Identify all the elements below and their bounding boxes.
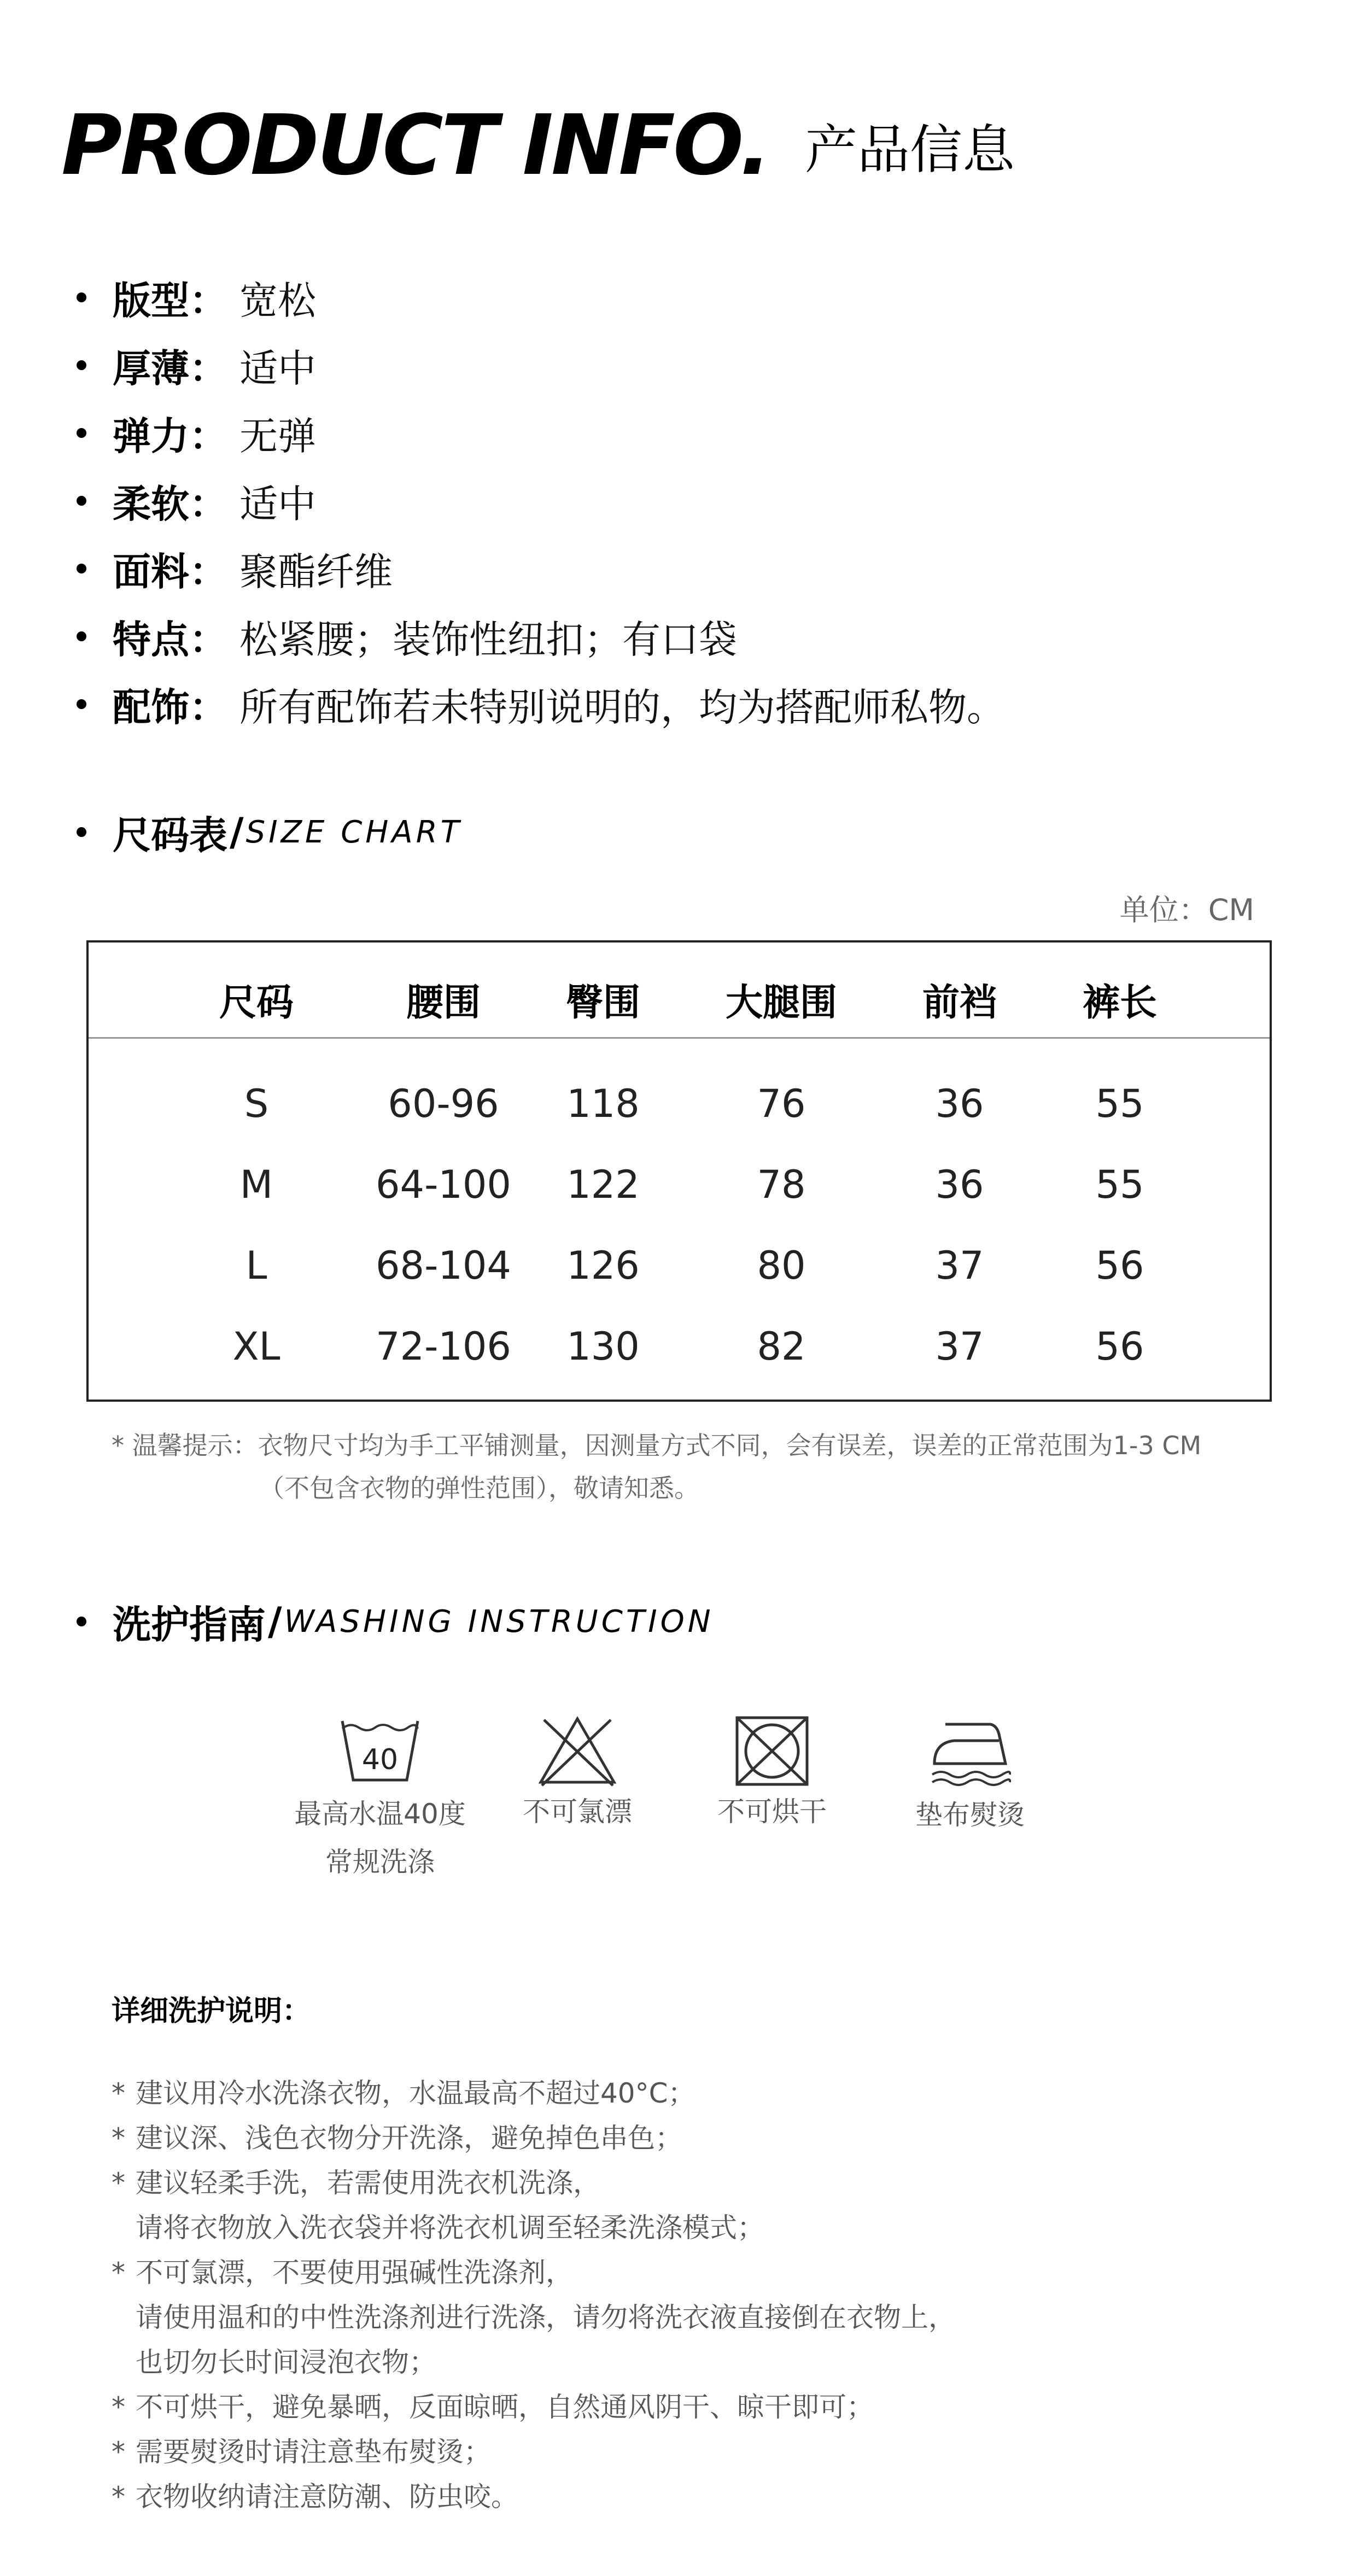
table-cell: 55	[1095, 1081, 1144, 1126]
bullet-icon	[77, 631, 86, 641]
bullet-icon	[77, 496, 86, 506]
table-cell: 56	[1095, 1243, 1144, 1288]
wash-instruction-40	[282, 1717, 478, 1886]
table-cell: 118	[566, 1081, 640, 1126]
table-cell: S	[244, 1081, 269, 1126]
table-cell: 36	[935, 1162, 984, 1207]
column-header-hip: 臀围	[565, 981, 641, 1024]
wash-label: 不可烘干	[717, 1796, 827, 1828]
table-cell: 55	[1095, 1162, 1144, 1207]
column-header-thigh: 大腿围	[725, 981, 838, 1024]
attribute-fit	[77, 270, 316, 325]
attribute-key: 配饰	[113, 684, 189, 730]
no-tumble-dry-icon	[734, 1714, 810, 1788]
care-line-bullet: *	[112, 2257, 125, 2288]
table-cell: 60-96	[388, 1081, 499, 1126]
iron-with-cloth-icon	[929, 1718, 1011, 1788]
care-line	[112, 2474, 518, 2519]
wash-instruction-iron	[872, 1718, 1068, 1839]
attribute-value: 适中	[239, 346, 316, 391]
attribute-key: 面料	[113, 549, 189, 594]
heading-slash: /	[230, 810, 244, 854]
attribute-separator: ：	[189, 413, 227, 459]
care-line-bullet: *	[112, 2391, 125, 2423]
unit-label: 单位：CM	[1119, 893, 1254, 927]
care-line	[112, 2071, 695, 2116]
column-header-size: 尺码	[219, 981, 294, 1024]
attribute-separator: ：	[189, 617, 227, 662]
table-cell: XL	[232, 1324, 280, 1369]
care-line-text: 建议用冷水洗涤衣物，水温最高不超过40°C；	[136, 2077, 695, 2109]
attribute-value: 宽松	[239, 278, 316, 323]
column-header-waist: 腰围	[406, 981, 481, 1024]
attribute-accessories	[77, 677, 1005, 731]
size-table	[86, 940, 1272, 1402]
wash-instruction-no-bleach	[479, 1714, 676, 1836]
wash-temperature-badge: 40	[361, 1743, 399, 1776]
table-cell: 122	[566, 1162, 640, 1207]
care-line-text: 建议深、浅色衣物分开洗涤，避免掉色串色；	[136, 2122, 682, 2154]
size-chart-heading	[77, 805, 463, 859]
column-header-front-rise: 前裆	[922, 981, 997, 1024]
attribute-value: 聚酯纤维	[239, 549, 393, 594]
wash-label: 最高水温40度	[294, 1798, 466, 1830]
bullet-icon	[77, 292, 86, 302]
attribute-separator: ：	[189, 481, 227, 526]
table-header-row	[89, 942, 1270, 1039]
wash-label: 垫布熨烫	[915, 1799, 1025, 1831]
table-cell: 76	[757, 1081, 806, 1126]
page-title-en: PRODUCT INFO.	[61, 97, 769, 194]
care-line	[112, 2295, 956, 2340]
bullet-icon	[77, 564, 86, 573]
care-detail-title: 详细洗护说明：	[112, 1995, 311, 2028]
table-cell: 78	[757, 1162, 806, 1207]
heading-slash: /	[268, 1599, 282, 1644]
wash-instruction-no-tumble-dry	[674, 1714, 870, 1836]
care-line-bullet: *	[112, 2077, 125, 2109]
attribute-key: 厚薄	[113, 346, 189, 391]
care-line-text: 不可烘干，避免暴晒，反面晾晒，自然通风阴干、晾干即可；	[136, 2391, 874, 2423]
page-title-zh: 产品信息	[805, 119, 1015, 180]
care-line-bullet: *	[112, 2167, 125, 2199]
attribute-key: 特点	[113, 617, 189, 662]
attribute-features	[77, 609, 737, 664]
table-cell: 72-106	[376, 1324, 511, 1369]
washing-heading	[77, 1594, 714, 1649]
attribute-softness	[77, 473, 316, 528]
care-line-text: 不可氯漂，不要使用强碱性洗涤剂，	[136, 2257, 573, 2288]
bullet-icon	[77, 428, 86, 438]
no-bleach-icon	[536, 1714, 618, 1788]
care-line-text: 建议轻柔手洗，若需使用洗衣机洗涤，	[136, 2167, 600, 2199]
attribute-value: 无弹	[239, 413, 316, 459]
care-line-text: 请使用温和的中性洗涤剂进行洗涤，请勿将洗衣液直接倒在衣物上，	[136, 2302, 956, 2333]
wash-label: 不可氯漂	[523, 1796, 632, 1828]
table-cell: 80	[757, 1243, 806, 1288]
care-line	[112, 2385, 874, 2429]
attribute-separator: ：	[189, 684, 227, 730]
measurement-note: * 温馨提示：衣物尺寸均为手工平铺测量，因测量方式不同，会有误差，误差的正常范围为1-3 CM	[112, 1431, 1202, 1460]
wash-40-icon	[339, 1717, 421, 1784]
care-line-bullet: *	[112, 2436, 125, 2468]
table-cell: 64-100	[376, 1162, 511, 1207]
measurement-note-continued: （不包含衣物的弹性范围），敬请知悉。	[259, 1473, 699, 1503]
bullet-icon	[77, 699, 86, 709]
attribute-separator: ：	[189, 346, 227, 391]
table-cell: 56	[1095, 1324, 1144, 1369]
attribute-separator: ：	[189, 549, 227, 594]
care-line-bullet: *	[112, 2122, 125, 2154]
attribute-key: 弹力	[113, 413, 189, 459]
table-cell: 68-104	[376, 1243, 511, 1288]
care-line	[112, 2116, 682, 2161]
care-line-text: 也切勿长时间浸泡衣物；	[136, 2346, 436, 2378]
bullet-icon	[77, 360, 86, 370]
attribute-separator: ：	[189, 278, 227, 323]
washing-title-en: WASHING INSTRUCTION	[284, 1603, 714, 1640]
table-cell: 130	[566, 1324, 640, 1369]
care-line	[112, 2250, 573, 2295]
table-cell: 82	[757, 1324, 806, 1369]
attribute-key: 柔软	[113, 481, 189, 526]
bullet-icon	[77, 827, 86, 837]
care-line	[112, 2161, 600, 2205]
care-line-bullet: *	[112, 2481, 125, 2513]
care-line	[112, 2205, 764, 2250]
table-cell: 126	[566, 1243, 640, 1288]
care-line-text: 衣物收纳请注意防潮、防虫咬。	[136, 2481, 518, 2513]
care-line	[112, 2429, 491, 2474]
attribute-key: 版型	[113, 278, 189, 323]
attribute-fabric	[77, 541, 393, 596]
size-chart-title-zh: 尺码表	[113, 812, 227, 858]
washing-title-zh: 洗护指南	[113, 1602, 266, 1647]
table-cell: 36	[935, 1081, 984, 1126]
size-chart-title-en: SIZE CHART	[246, 814, 463, 850]
care-line-text: 请将衣物放入洗衣袋并将洗衣机调至轻柔洗涤模式；	[136, 2212, 764, 2244]
attribute-elasticity	[77, 406, 316, 460]
table-cell: 37	[935, 1243, 984, 1288]
table-cell: M	[239, 1162, 273, 1207]
attribute-value: 适中	[239, 481, 316, 526]
column-header-length: 裤长	[1082, 981, 1158, 1024]
attribute-value: 松紧腰；装饰性纽扣；有口袋	[239, 617, 737, 662]
bullet-icon	[77, 1617, 86, 1626]
table-cell: 37	[935, 1324, 984, 1369]
care-line	[112, 2340, 436, 2385]
table-cell: L	[246, 1243, 267, 1288]
wash-label-line2: 常规洗涤	[325, 1846, 435, 1878]
attribute-thickness	[77, 338, 316, 393]
attribute-value: 所有配饰若未特别说明的，均为搭配师私物。	[239, 684, 1005, 730]
care-line-text: 需要熨烫时请注意垫布熨烫；	[136, 2436, 491, 2468]
